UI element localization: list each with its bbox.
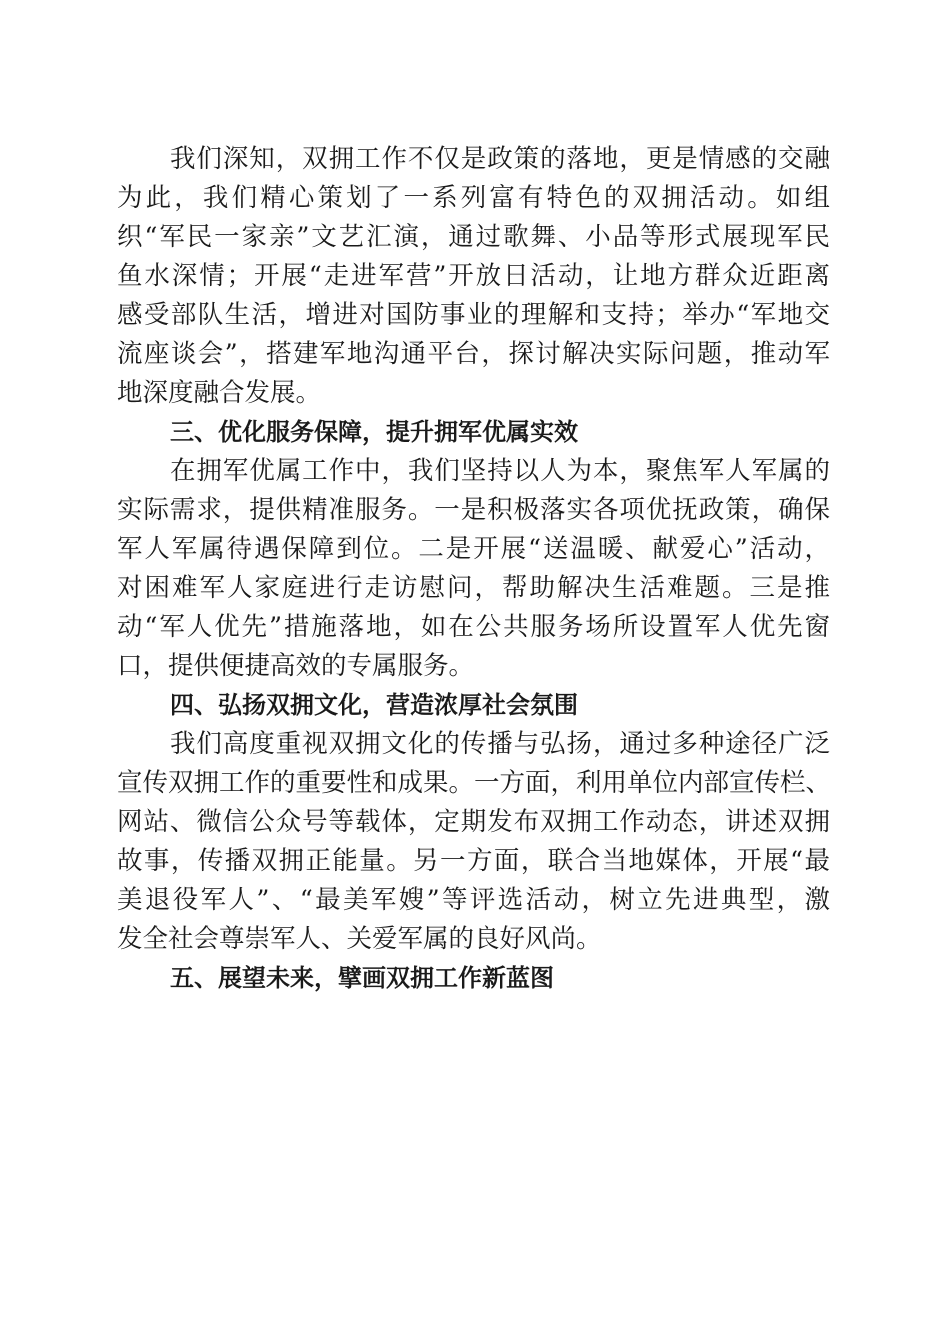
text-line: 口，提供便捷高效的专属服务。 <box>117 651 475 681</box>
text-line: 对困难军人家庭进行走访慰问，帮助解决生活难题。三是推 <box>117 573 830 603</box>
paragraph-service <box>117 452 830 686</box>
document-page <box>117 140 830 998</box>
text-line: 网站、微信公众号等载体，定期发布双拥工作动态，讲述双拥 <box>117 807 830 837</box>
paragraph-activities <box>117 140 830 413</box>
text-line: 实际需求，提供精准服务。一是积极落实各项优抚政策，确保 <box>117 495 830 525</box>
text-line: 宣传双拥工作的重要性和成果。一方面，利用单位内部宣传栏、 <box>117 768 832 798</box>
text-line: 发全社会尊崇军人、关爱军属的良好风尚。 <box>117 924 602 954</box>
text-line: 地深度融合发展。 <box>117 378 322 408</box>
text-line: 军人军属待遇保障到位。二是开展“送温暖、献爱心”活动， <box>117 534 830 564</box>
section-heading-5: 五、展望未来，擘画双拥工作新蓝图 <box>170 964 554 992</box>
text-line: 流座谈会”，搭建军地沟通平台，探讨解决实际问题，推动军 <box>117 339 830 369</box>
section-heading-4: 四、弘扬双拥文化，营造浓厚社会氛围 <box>170 691 578 719</box>
text-line: 鱼水深情；开展“走进军营”开放日活动，让地方群众近距离 <box>117 261 830 291</box>
text-line: 我们高度重视双拥文化的传播与弘扬，通过多种途径广泛 <box>170 729 830 759</box>
text-line: 故事，传播双拥正能量。另一方面，联合当地媒体，开展“最 <box>117 846 830 876</box>
paragraph-culture <box>117 725 830 959</box>
text-line: 动“军人优先”措施落地，如在公共服务场所设置军人优先窗 <box>117 612 830 642</box>
text-line: 我们深知，双拥工作不仅是政策的落地，更是情感的交融 <box>170 144 830 174</box>
section-heading-3: 三、优化服务保障，提升拥军优属实效 <box>170 418 578 446</box>
text-line: 为此，我们精心策划了一系列富有特色的双拥活动。如组 <box>117 183 830 213</box>
text-line: 美退役军人”、“最美军嫂”等评选活动，树立先进典型，激 <box>117 885 830 915</box>
text-line: 感受部队生活，增进对国防事业的理解和支持；举办“军地交 <box>117 300 830 330</box>
text-line: 在拥军优属工作中，我们坚持以人为本，聚焦军人军属的 <box>170 456 830 486</box>
text-line: 织“军民一家亲”文艺汇演，通过歌舞、小品等形式展现军民 <box>117 222 830 252</box>
